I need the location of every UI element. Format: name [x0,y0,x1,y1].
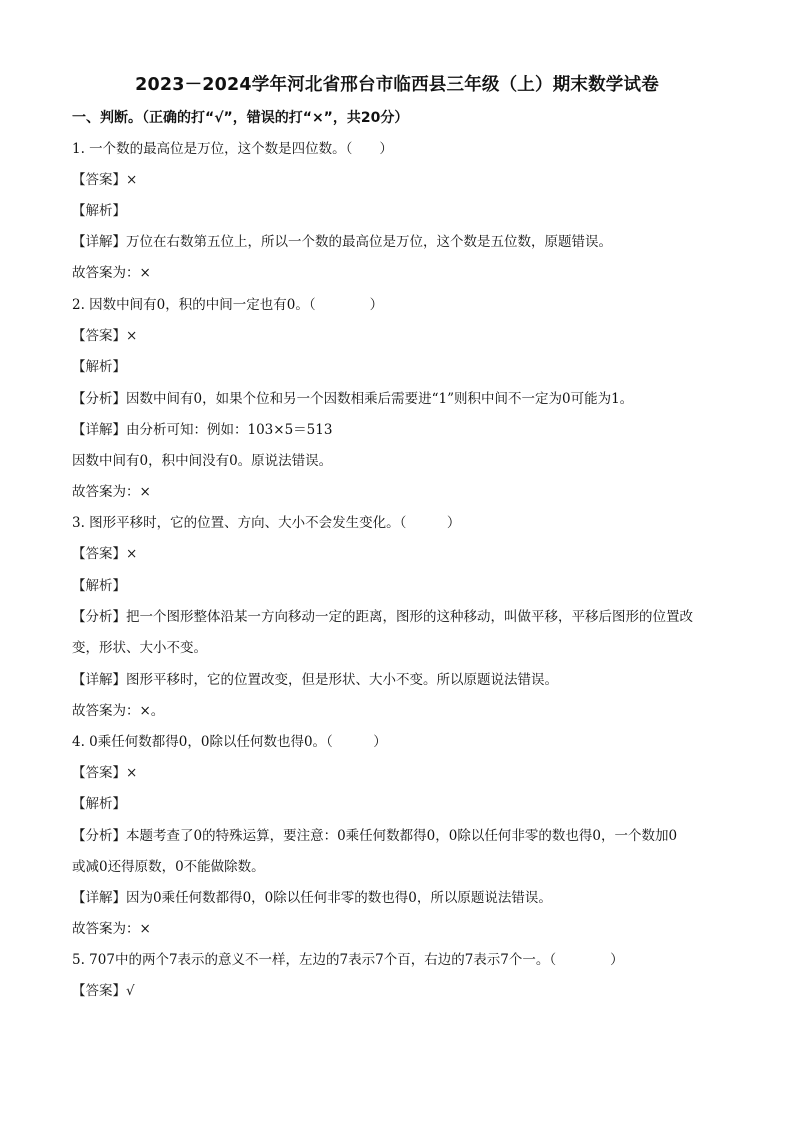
answer-1: 【答案】× [72,172,138,188]
answer-4: 【答案】× [72,765,138,781]
answer-2: 【答案】× [72,328,138,344]
analysis-label-4: 【解析】 [72,796,126,812]
page-title: 2023－2024学年河北省邢台市临西县三年级（上）期末数学试卷 [135,75,659,95]
explanation-4: 【详解】因为0乘任何数都得0，0除以任何非零的数也得0，所以原题说法错误。 [72,890,552,906]
answer-5: 【答案】√ [72,983,135,999]
analysis-label-3: 【解析】 [72,578,126,594]
question-3: 3. 图形平移时，它的位置、方向、大小不会发生变化。（ ） [72,515,461,531]
conclusion-2: 故答案为：× [72,484,151,500]
question-5: 5. 707中的两个7表示的意义不一样，左边的7表示7个百，右边的7表示7个一。（ ） [72,952,624,968]
answer-3: 【答案】× [72,546,138,562]
analysis-label-2: 【解析】 [72,359,126,375]
analysis-label-1: 【解析】 [72,203,126,219]
analysis-2: 【分析】因数中间有0，如果个位和另一个因数相乘后需要进“1”则积中间不一定为0可能为1。 [72,391,634,407]
conclusion-1: 故答案为：× [72,265,151,281]
explanation-2-cont: 因数中间有0，积中间没有0。原说法错误。 [72,453,333,469]
question-1: 1. 一个数的最高位是万位，这个数是四位数。（ ） [72,141,393,157]
section-heading: 一、判断。（正确的打“√”，错误的打“×”，共20分） [72,110,409,126]
explanation-3: 【详解】图形平移时，它的位置改变，但是形状、大小不变。所以原题说法错误。 [72,672,558,688]
conclusion-3: 故答案为：×。 [72,703,165,719]
analysis-4: 【分析】本题考查了0的特殊运算，要注意：0乘任何数都得0，0除以任何非零的数也得0，一个数加0 [72,828,678,844]
analysis-3-cont: 变，形状、大小不变。 [72,640,207,656]
explanation-1: 【详解】万位在右数第五位上，所以一个数的最高位是万位，这个数是五位数，原题错误。 [72,234,612,250]
analysis-3: 【分析】把一个图形整体沿某一方向移动一定的距离，图形的这种移动，叫做平移，平移后图形的位置改 [72,609,693,625]
conclusion-4: 故答案为：× [72,921,151,937]
question-2: 2. 因数中间有0，积的中间一定也有0。（ ） [72,297,384,313]
analysis-4-cont: 或减0还得原数，0不能做除数。 [72,859,265,875]
explanation-2: 【详解】由分析可知：例如：103×5＝513 [72,422,333,438]
question-4: 4. 0乘任何数都得0，0除以任何数也得0。（ ） [72,734,387,750]
